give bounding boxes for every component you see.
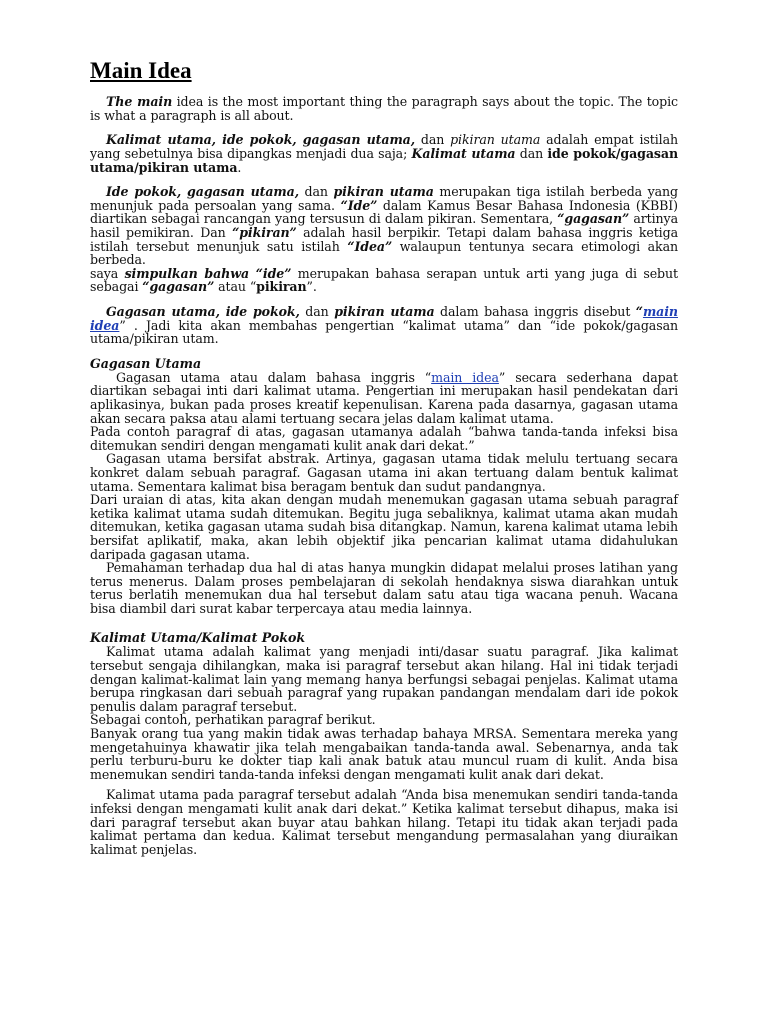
paragraph: Dari uraian di atas, kita akan dengan mudah menemukan gagasan utama sebuah paragraf ketika kalimat utama sudah ditemukan. Begitu juga sebaliknya, kalimat utama akan mudah ditemukan, ketika gagasan utama sudah bisa ditangkap. Namun, karena kalimat utama lebih bersifat aplikatif, maka, akan lebih objektif jika pencarian kalimat utama didahulukan daripada gagasan utama. (90, 492, 678, 562)
emphasis: pikiran utama (450, 132, 541, 148)
paragraph: Kalimat utama pada paragraf tersebut adalah “Anda bisa menemukan sendiri tanda-tanda infeksi dengan mengamati kulit anak dari dekat.” Ketika kalimat tersebut dihapus, maka isi dari paragraf tersebut akan buyar atau bahkan hilang. Tetapi itu tidak akan terjadi pada kalimat pertama dan kedua. Kalimat tersebut mengandung permasalahan yang diuraikan kalimat penjelas. (90, 787, 678, 857)
emphasis: “Ide” (340, 197, 378, 213)
text: dan (299, 304, 335, 320)
page-title: Main Idea (90, 58, 192, 83)
main-idea-link[interactable]: main idea (431, 369, 499, 385)
text: idea is the most important thing the paragraph says about the topic. The topic is what a paragraph is all about. (90, 94, 678, 123)
emphasis: pikiran (256, 279, 307, 295)
text: . (237, 159, 242, 175)
text: ” secara sederhana dapat diartikan sebagai inti dari kalimat utama. Pengertian ini merupakan hasil pendekatan dari aplikasinya, bukan pada proses kreatif kepenulisan. Karena pada dasarnya, gagasan utama akan secara paksa atau alami tertuang secara jelas dalam kalimat utama. (90, 369, 678, 426)
paragraph: Kalimat utama adalah kalimat yang menjadi inti/dasar suatu paragraf. Jika kalimat tersebut sengaja dihilangkan, maka isi paragraf tersebut akan hilang. Hal ini tidak terjadi dengan kalimat-kalimat lain yang memang hanya berfungsi sebagai penjelas. Kalimat utama berupa ringkasan dari sebuah paragraf yang rupakan pandangan mendalam dari ide pokok penulis dalam paragraf tersebut. (90, 644, 678, 714)
text: saya (90, 265, 125, 281)
paragraph: Gagasan utama bersifat abstrak. Artinya, gagasan utama tidak melulu tertuang secara konkret dalam sebuah paragraf. Gagasan utama ini akan tertuang dalam bentuk kalimat utama. Sementara kalimat bisa beragam bentuk dan sudut pandangnya. (90, 451, 678, 494)
emphasis: Gagasan utama, ide pokok, (106, 304, 300, 320)
emphasis: “pikiran” (232, 225, 297, 241)
emphasis: pikiran utama (333, 184, 434, 200)
text: atau “ (214, 279, 257, 295)
emphasis: Kalimat utama (411, 146, 516, 162)
text: merupakan bahasa serapan untuk arti yang juga di sebut sebagai (90, 265, 678, 295)
text: dan (299, 184, 334, 200)
paragraph-definition (90, 95, 678, 122)
text: dalam Kamus Besar Bahasa Indonesia (KBBI) diartikan sebagai rancangan yang tersusun di dalam pikiran. Sementara, (90, 197, 678, 227)
paragraph: Sebagai contoh, perhatikan paragraf berikut. (90, 712, 376, 728)
text: dalam bahasa inggris disebut (434, 304, 636, 320)
text: “ (635, 304, 643, 320)
text: adalah hasil berpikir. Tetapi dalam bahasa inggris ketiga istilah tersebut menunjuk satu istilah (90, 225, 678, 254)
text: dan (515, 146, 548, 162)
paragraph: Pemahaman terhadap dua hal di atas hanya mungkin didapat melalui proses latihan yang terus menerus. Dalam proses pembelajaran di sekolah hendaknya siswa diarahkan untuk terus berlatih menemukan dua hal tersebut dalam satu atau tiga wacana penuh. Wacana bisa diambil dari surat kabar terpercaya atau media lainnya. (90, 560, 678, 616)
main-idea-link[interactable]: main idea (90, 304, 678, 333)
section-heading-kalimat-utama: Kalimat Utama/Kalimat Pokok (90, 630, 306, 646)
text: Gagasan utama atau dalam bahasa inggris “ (116, 369, 432, 385)
paragraph-terms (90, 133, 678, 174)
paragraph-gagasan (90, 305, 678, 346)
text: artinya hasil pemikiran. Dan (90, 211, 678, 241)
emphasis: Ide pokok, gagasan utama, (106, 184, 300, 200)
section-heading-gagasan-utama: Gagasan Utama (90, 355, 202, 371)
text: dan (415, 132, 451, 148)
document-body (90, 58, 678, 856)
emphasis: Kalimat utama, ide pokok, gagasan utama, (106, 132, 416, 148)
emphasis: simpulkan bahwa “ide” (124, 265, 292, 281)
text: walaupun tentunya secara etimologi akan berbeda. (90, 238, 678, 268)
paragraph-ide-pokok (90, 185, 678, 294)
emphasis: “gagasan” (142, 279, 215, 295)
text: ”. (306, 279, 317, 295)
paragraph: Pada contoh paragraf di atas, gagasan utamanya adalah “bahwa tanda-tanda infeksi bisa ditemukan sendiri dengan mengamati kulit anak dari dekat.” (90, 424, 678, 453)
emphasis: pikiran utama (334, 304, 435, 320)
text: ” . Jadi kita akan membahas pengertian “kalimat utama” dan “ide pokok/gagasan utama/pikiran utam. (90, 317, 678, 347)
emphasis: “gagasan” (557, 211, 630, 227)
emphasis: ide pokok/gagasan utama/pikiran utama (90, 146, 678, 175)
text: adalah empat istilah yang sebetulnya bisa dipangkas menjadi dua saja; (90, 132, 678, 162)
emphasis-the-main: The main (106, 94, 173, 110)
text: merupakan tiga istilah berbeda yang menunjuk pada persoalan yang sama. (90, 184, 678, 213)
paragraph (90, 371, 678, 425)
paragraph: Banyak orang tua yang makin tidak awas terhadap bahaya MRSA. Sementara mereka yang mengetahuinya khawatir jika telah mengabaikan tanda-tanda awal. Sebenarnya, anda tak perlu terburu-buru ke dokter tiap kali anak batuk atau muncul ruam di kulit. Anda bisa menemukan sendiri tanda-tanda infeksi dengan mengamati kulit anak dari dekat. (90, 726, 678, 782)
emphasis: “Idea” (347, 238, 393, 254)
